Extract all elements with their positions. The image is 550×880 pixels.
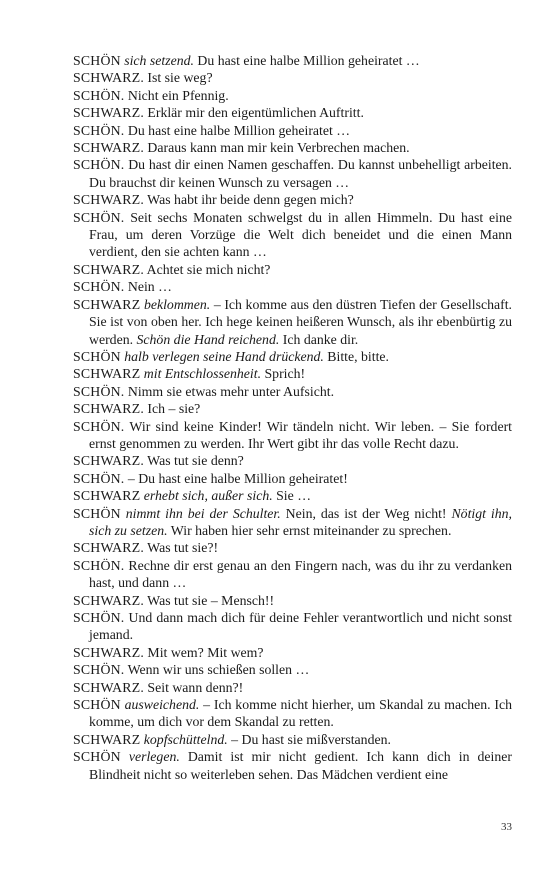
dialogue-line: [73, 487, 512, 504]
dialogue-text: Wir sind keine Kinder! Wir tändeln nicht. Wir leben. – Sie fordert ernst genommen zu werden. Ihr Wert gibt ihr das volle Recht dazu.: [89, 418, 512, 451]
dialogue-line: [73, 261, 512, 278]
speaker: SCHÖN.: [73, 87, 125, 103]
speaker: SCHÖN.: [73, 157, 125, 173]
speaker: SCHÖN.: [73, 470, 125, 486]
stage-direction: halb verlegen seine Hand drückend.: [124, 348, 324, 364]
dialogue-line: [73, 191, 512, 208]
stage-direction: mit Entschlossenheit.: [143, 366, 262, 382]
dialogue-line: [73, 365, 512, 382]
dialogue-line: [73, 400, 512, 417]
dialogue-line: [73, 209, 512, 261]
dialogue-text: Achtet sie mich nicht?: [143, 261, 271, 277]
dialogue-text: Was tut sie?!: [143, 540, 219, 556]
dialogue-text: Seit wann denn?!: [143, 679, 244, 695]
speaker: SCHWARZ: [73, 731, 141, 747]
dialogue-line: [73, 348, 512, 365]
speaker: SCHÖN.: [73, 209, 125, 225]
speaker: SCHWARZ: [73, 488, 141, 504]
speaker: SCHWARZ.: [73, 140, 144, 156]
dialogue-text: Sie …: [272, 488, 311, 504]
speaker: SCHÖN: [73, 348, 121, 364]
dialogue-line: [73, 644, 512, 661]
speaker: SCHWARZ.: [73, 192, 144, 208]
stage-direction: sich setzend.: [124, 53, 194, 68]
speaker: SCHÖN.: [73, 662, 125, 678]
dialogue-line: [73, 418, 512, 453]
dialogue-text: – Du hast sie mißverstanden.: [227, 731, 391, 747]
speaker: SCHWARZ: [73, 366, 141, 382]
dialogue-text: Wenn wir uns schießen sollen …: [124, 662, 310, 678]
stage-direction: Schön die Hand reichend.: [133, 331, 280, 347]
dialogue-text: Nein, das ist der Weg nicht!: [280, 505, 447, 521]
dialogue-line: [73, 696, 512, 731]
dialogue-line: [73, 52, 512, 69]
dialogue-line: [73, 609, 512, 644]
dialogue-line: [73, 69, 512, 86]
dialogue-line: [73, 87, 512, 104]
speaker: SCHWARZ.: [73, 592, 144, 608]
dialogue-text: Ich – sie?: [143, 401, 201, 417]
dialogue-text: Was habt ihr beide denn gegen mich?: [143, 192, 354, 208]
dialogue-line: [73, 539, 512, 556]
stage-direction: ausweichend.: [124, 697, 200, 713]
speaker: SCHÖN.: [73, 122, 125, 138]
speaker: SCHWARZ.: [73, 401, 144, 417]
dialogue-text: Seit sechs Monaten schwelgst du in allen Himmeln. Du hast eine Frau, um deren Vorzüge die Welt dich beneidet und die einen Mann verdient, den sie achten kann …: [89, 209, 512, 260]
dialogue-text: Du hast eine halbe Million geheiratet …: [193, 53, 420, 68]
dialogue-text: Nicht ein Pfennig.: [124, 87, 229, 103]
speaker: SCHWARZ.: [73, 644, 144, 660]
dialogue-text: Daraus kann man mir kein Verbrechen machen.: [143, 140, 410, 156]
dialogue-text: Was tut sie denn?: [143, 453, 244, 469]
dialogue-text: Sprich!: [261, 366, 306, 382]
dialogue-text: – Du hast eine halbe Million geheiratet!: [124, 470, 348, 486]
speaker: SCHÖN.: [73, 279, 125, 295]
dialogue-text: Du hast dir einen Namen geschaffen. Du kannst unbehelligt arbeiten. Du brauchst dir keinen Wunsch zu versagen …: [89, 157, 512, 190]
dialogue-line: [73, 452, 512, 469]
dialogue-line: [73, 278, 512, 295]
dialogue-line: [73, 592, 512, 609]
speaker: SCHÖN.: [73, 383, 125, 399]
speaker: SCHÖN: [73, 53, 121, 68]
dialogue-line: [73, 104, 512, 121]
dialogue-text: Nimm sie etwas mehr unter Aufsicht.: [124, 383, 335, 399]
stage-direction: verlegen.: [128, 749, 180, 765]
speaker: SCHWARZ.: [73, 453, 144, 469]
dialogue-page: [73, 52, 512, 783]
speaker: SCHÖN.: [73, 418, 125, 434]
dialogue-text: Damit ist mir nicht gedient. Ich kann dich in deiner Blindheit nicht so weiterleben sehen. Das Mädchen verdient eine: [89, 749, 513, 782]
dialogue-text: Erklär mir den eigentümlichen Auftritt.: [143, 105, 364, 121]
stage-direction: nimmt ihn bei der Schulter.: [125, 505, 281, 521]
dialogue-text: Ist sie weg?: [143, 70, 213, 86]
dialogue-text: Rechne dir erst genau an den Fingern nach, was du ihr zu verdanken hast, und dann …: [89, 557, 512, 591]
dialogue-text: Was tut sie – Mensch!!: [143, 592, 275, 608]
speaker: SCHÖN: [73, 697, 121, 713]
speaker: SCHWARZ.: [73, 679, 144, 695]
dialogue-line: [73, 139, 512, 156]
stage-direction: erhebt sich, außer sich.: [143, 488, 273, 504]
speaker: SCHWARZ.: [73, 540, 144, 556]
stage-direction: kopfschüttelnd.: [143, 731, 228, 747]
dialogue-line: [73, 470, 512, 487]
dialogue-line: [73, 383, 512, 400]
dialogue-line: [73, 661, 512, 678]
dialogue-line: [73, 122, 512, 139]
dialogue-line: [73, 731, 512, 748]
speaker: SCHWARZ.: [73, 70, 144, 86]
dialogue-text: Und dann mach dich für deine Fehler verantwortlich und nicht sonst jemand.: [89, 610, 512, 643]
speaker: SCHWARZ.: [73, 261, 144, 277]
dialogue-text: – Ich komme nicht hierher, um Skandal zu machen. Ich komme, um dich vor dem Skandal zu retten.: [89, 697, 513, 730]
stage-direction: Nötigt ihn, sich zu setzen.: [89, 505, 512, 538]
dialogue-line: [73, 748, 512, 783]
dialogue-text: Bitte, bitte.: [323, 348, 390, 364]
dialogue-line: [73, 156, 512, 191]
dialogue-line: [73, 296, 512, 348]
dialogue-text: Du hast eine halbe Million geheiratet …: [124, 122, 351, 138]
speaker: SCHÖN: [73, 749, 121, 765]
page-number: 33: [501, 821, 512, 833]
dialogue-line: [73, 557, 512, 592]
dialogue-line: [73, 505, 512, 540]
dialogue-line: [73, 679, 512, 696]
dialogue-text: Mit wem? Mit wem?: [143, 644, 264, 660]
speaker: SCHWARZ: [73, 296, 141, 312]
speaker: SCHÖN: [73, 505, 121, 521]
speaker: SCHWARZ.: [73, 105, 144, 121]
dialogue-text: Nein …: [124, 279, 172, 295]
speaker: SCHÖN.: [73, 610, 125, 625]
dialogue-text: Wir haben hier sehr ernst miteinander zu sprechen.: [167, 522, 452, 538]
speaker: SCHÖN.: [73, 557, 125, 573]
stage-direction: beklommen.: [143, 296, 211, 312]
dialogue-text: Ich danke dir.: [279, 331, 359, 347]
dialogue-text: – Ich komme aus den düstren Tiefen der Gesellschaft. Sie ist von oben her. Ich hege keinen heißeren Wunsch, als ihr ebenbürtig zu werden.: [89, 296, 512, 347]
